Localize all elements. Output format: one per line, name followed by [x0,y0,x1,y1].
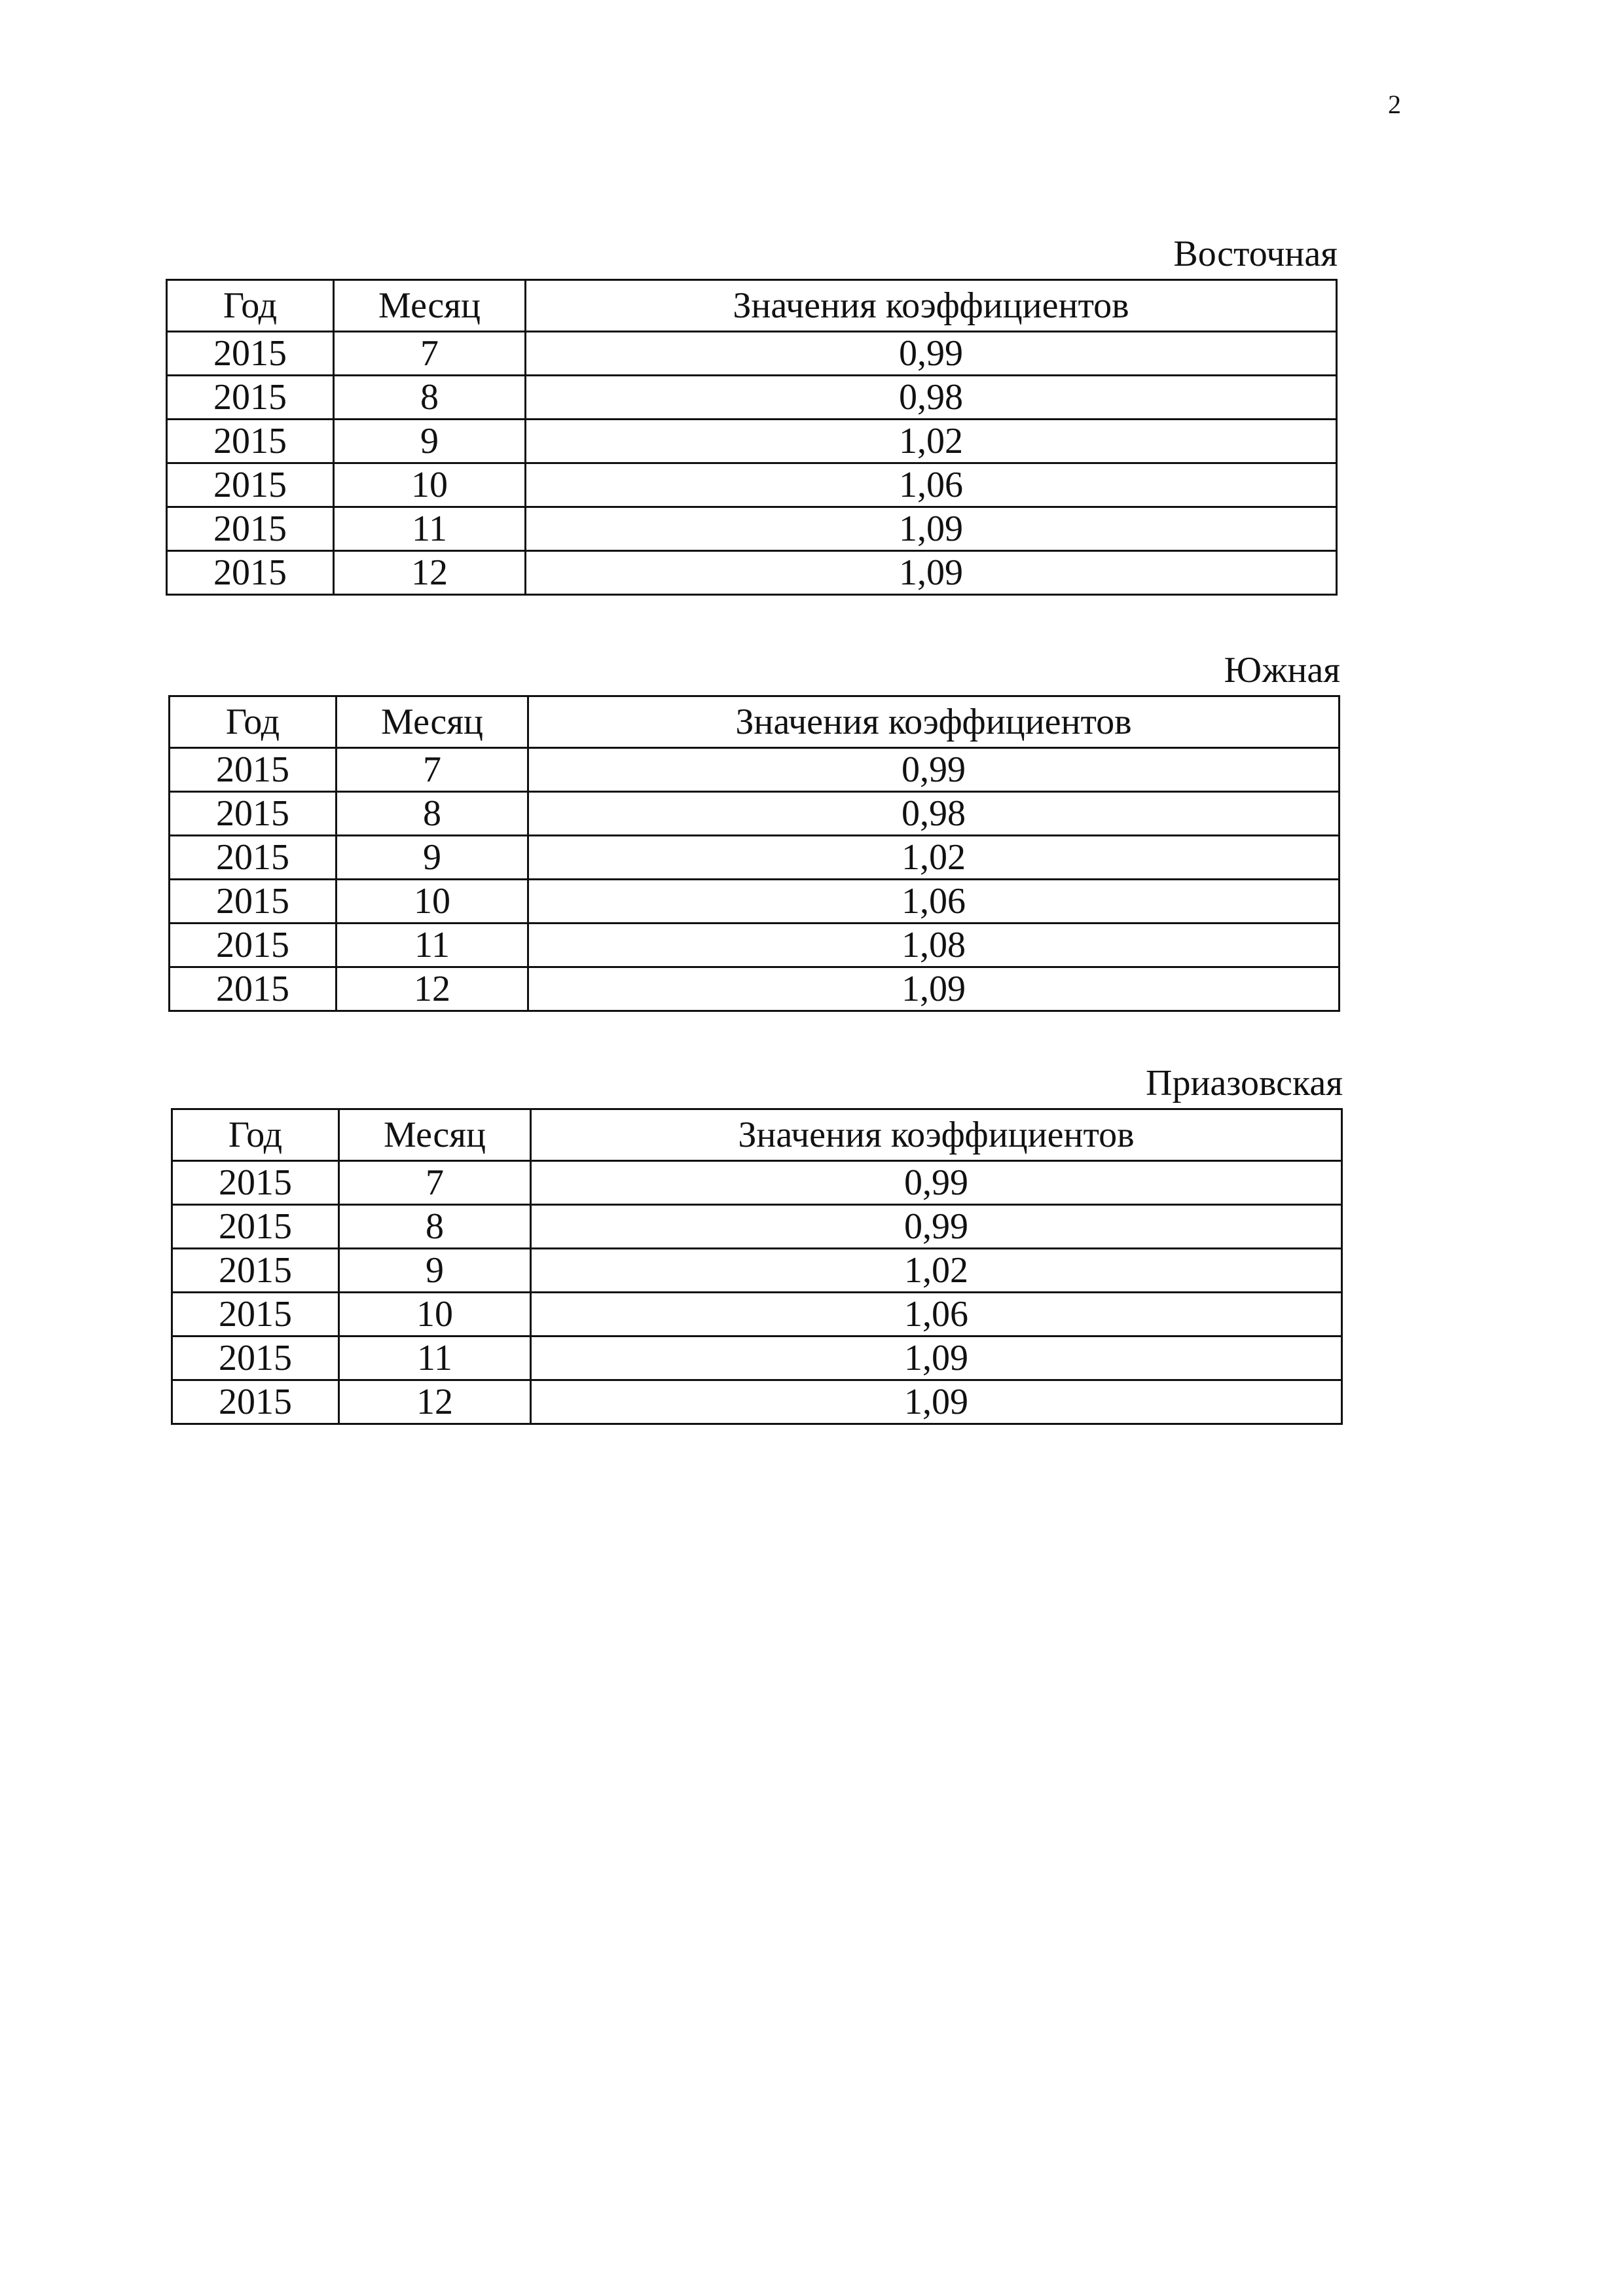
table-row [170,748,1340,792]
cell-month: 12 [337,967,528,1011]
cell-value: 0,98 [526,376,1337,420]
cell-year: 2015 [170,967,337,1011]
cell-year: 2015 [167,507,334,551]
cell-value: 1,02 [526,420,1337,463]
table-header-row [172,1109,1342,1161]
cell-year: 2015 [170,880,337,924]
column-header-value: Значения коэффициентов [526,280,1337,332]
cell-value: 1,09 [528,967,1340,1011]
cell-value: 1,02 [528,836,1340,880]
section-yuzhnaya [168,652,1340,1012]
cell-month: 9 [339,1249,531,1293]
column-header-value: Значения коэффициентов [528,696,1340,748]
cell-value: 1,09 [531,1380,1342,1424]
table-row [167,376,1337,420]
coefficients-table [166,279,1338,596]
cell-year: 2015 [172,1205,339,1249]
table-row [172,1205,1342,1249]
cell-value: 0,98 [528,792,1340,836]
table-row [167,507,1337,551]
section-title: Приазовская [1146,1063,1343,1103]
column-header-month: Месяц [337,696,528,748]
cell-year: 2015 [167,376,334,420]
cell-value: 1,09 [531,1336,1342,1380]
cell-year: 2015 [167,463,334,507]
cell-year: 2015 [172,1336,339,1380]
cell-value: 1,06 [531,1293,1342,1336]
table-row [170,880,1340,924]
cell-month: 9 [337,836,528,880]
cell-year: 2015 [167,420,334,463]
table-row [172,1293,1342,1336]
table-row [172,1161,1342,1205]
table-row [167,463,1337,507]
cell-month: 10 [334,463,526,507]
section-title: Южная [1224,650,1340,691]
cell-month: 12 [334,551,526,595]
cell-month: 9 [334,420,526,463]
cell-value: 1,09 [526,551,1337,595]
table-row [172,1336,1342,1380]
column-header-month: Месяц [334,280,526,332]
cell-month: 10 [339,1293,531,1336]
table-row [170,792,1340,836]
cell-year: 2015 [172,1293,339,1336]
cell-month: 11 [334,507,526,551]
cell-year: 2015 [172,1380,339,1424]
page-number: 2 [1388,90,1401,119]
cell-month: 7 [337,748,528,792]
section-vostochnaya [166,236,1338,596]
cell-year: 2015 [170,836,337,880]
cell-month: 7 [334,332,526,376]
section-priazovskaya [171,1065,1343,1425]
cell-value: 1,08 [528,924,1340,967]
cell-year: 2015 [170,924,337,967]
table-row [167,551,1337,595]
cell-month: 8 [334,376,526,420]
column-header-year: Год [170,696,337,748]
table-row [170,967,1340,1011]
table-header-row [170,696,1340,748]
cell-value: 0,99 [526,332,1337,376]
cell-month: 8 [337,792,528,836]
column-header-year: Год [172,1109,339,1161]
cell-month: 11 [339,1336,531,1380]
column-header-month: Месяц [339,1109,531,1161]
cell-value: 1,09 [526,507,1337,551]
cell-year: 2015 [170,748,337,792]
cell-month: 12 [339,1380,531,1424]
cell-year: 2015 [167,551,334,595]
cell-month: 8 [339,1205,531,1249]
coefficients-table [168,695,1340,1012]
cell-year: 2015 [170,792,337,836]
table-row [167,332,1337,376]
coefficients-table [171,1108,1343,1425]
column-header-year: Год [167,280,334,332]
table-row [172,1249,1342,1293]
cell-value: 1,06 [528,880,1340,924]
cell-value: 0,99 [528,748,1340,792]
cell-year: 2015 [172,1161,339,1205]
cell-value: 1,06 [526,463,1337,507]
table-row [170,836,1340,880]
table-row [172,1380,1342,1424]
cell-month: 11 [337,924,528,967]
table-row [170,924,1340,967]
cell-year: 2015 [167,332,334,376]
cell-year: 2015 [172,1249,339,1293]
cell-value: 1,02 [531,1249,1342,1293]
cell-value: 0,99 [531,1205,1342,1249]
cell-month: 7 [339,1161,531,1205]
cell-month: 10 [337,880,528,924]
section-title: Восточная [1173,234,1338,274]
table-row [167,420,1337,463]
column-header-value: Значения коэффициентов [531,1109,1342,1161]
table-header-row [167,280,1337,332]
cell-value: 0,99 [531,1161,1342,1205]
